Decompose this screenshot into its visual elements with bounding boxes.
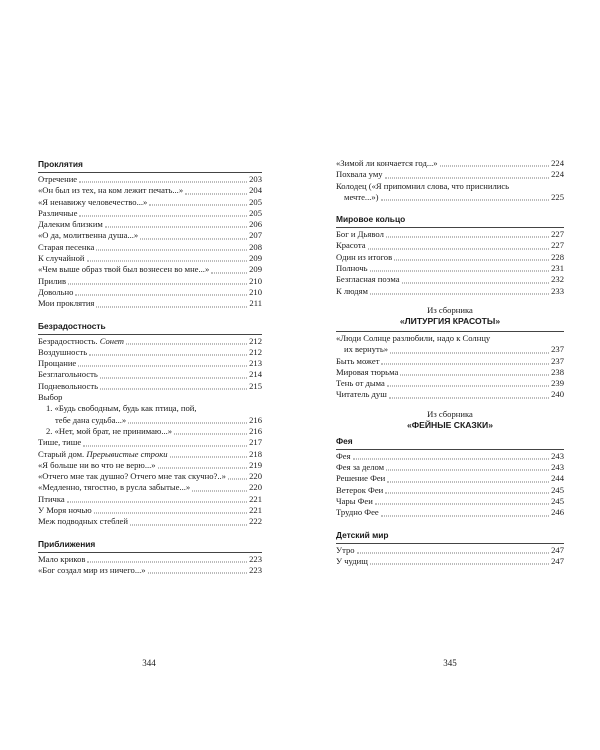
leader-dots [357, 552, 550, 553]
collection-heading-feinye [336, 409, 564, 431]
toc-entry-title: их вернуть» [344, 344, 389, 355]
toc-entry [336, 545, 564, 556]
page-number-left: 344 [142, 658, 156, 668]
toc-entry-title: Красота [336, 240, 366, 251]
leader-dots [381, 363, 549, 364]
leader-dots [381, 515, 549, 516]
toc-page-number: 216 [249, 425, 262, 436]
toc-page-number: 209 [249, 264, 262, 275]
toc-entry-title: Мои проклятия [38, 298, 95, 309]
toc-entry [336, 286, 564, 297]
toc-entry-title: Быть может [336, 355, 380, 366]
toc-entry [38, 358, 262, 369]
leader-dots [83, 445, 247, 446]
toc-entry [336, 356, 564, 367]
toc-entry [38, 264, 262, 275]
toc-entry-line: «Люди Солнце разлюбили, надо к Солнцу [336, 332, 491, 343]
toc-page-number: 212 [249, 335, 262, 346]
toc-entry [38, 482, 262, 493]
toc-page-number: 223 [249, 553, 262, 564]
toc-page-number: 205 [249, 207, 262, 218]
toc-entry [336, 192, 564, 203]
toc-entry-title: «О да, молитвенна душа...» [38, 230, 139, 241]
toc-page-number: 214 [249, 369, 262, 380]
toc-page-number: 243 [551, 450, 564, 461]
right-page [336, 158, 564, 571]
toc-page-number: 209 [249, 253, 262, 264]
collection-prefix: Из сборника [427, 408, 473, 419]
toc-page-number: 217 [249, 437, 262, 448]
toc-entry-title: Прилив [38, 275, 67, 286]
toc-page-number: 237 [551, 344, 564, 355]
toc-entry-title: Безрадостность. Сонет [38, 335, 124, 346]
leader-dots [228, 479, 247, 480]
toc-page-number: 224 [551, 158, 564, 168]
toc-entry-title: «Он был из тех, на ком лежит печать...» [38, 185, 184, 196]
toc-entry-title: «Отчего мне так душно? Отчего мне так скучно?..» [38, 471, 226, 482]
toc-entry-line: 1. «Будь свободным, будь как птица, пой, [46, 403, 197, 414]
toc-entry [38, 219, 262, 230]
toc-page-number: 206 [249, 219, 262, 230]
toc-entry-title: К людям [336, 285, 368, 296]
toc-entry-title: Решение Феи [336, 473, 386, 484]
leader-dots [87, 561, 247, 562]
toc-entry [38, 381, 262, 392]
leader-dots [185, 193, 247, 194]
toc-page-number: 215 [249, 380, 262, 391]
toc-entry-title: Фея за делом [336, 462, 385, 473]
leader-dots [140, 238, 247, 239]
toc-page-number: 244 [551, 473, 564, 484]
toc-list [336, 449, 564, 519]
leader-dots [385, 492, 549, 493]
toc-page-number: 205 [249, 196, 262, 207]
toc-page-number: 247 [551, 544, 564, 555]
toc-page-number: 216 [249, 414, 262, 425]
toc-entry-title: «Чем выше образ твой был вознесен во мне...» [38, 264, 210, 275]
section-title: Детский мир [336, 529, 389, 540]
section-bezradostnost [38, 320, 262, 528]
toc-entry [38, 494, 262, 505]
toc-entry [336, 462, 564, 473]
section-continued [336, 158, 564, 203]
leader-dots [390, 352, 549, 353]
toc-entry-title: «Бог создал мир из ничего...» [38, 564, 146, 575]
toc-page-number: 210 [249, 286, 262, 297]
toc-page-number: 212 [249, 346, 262, 357]
toc-entry-title: Различные [38, 207, 78, 218]
toc-entry-title: У Моря ночью [38, 505, 92, 516]
toc-page-number: 245 [551, 495, 564, 506]
section-title: Проклятия [38, 159, 83, 169]
leader-dots [96, 306, 247, 307]
toc-entry [336, 229, 564, 240]
toc-page-number: 232 [551, 274, 564, 285]
leader-dots [79, 182, 247, 183]
leader-dots [68, 283, 247, 284]
toc-page-number: 221 [249, 493, 262, 504]
section-mirovoe-koltso [336, 213, 564, 297]
collection-prefix: Из сборника [427, 304, 473, 315]
section-title: Мировое кольцо [336, 214, 406, 225]
toc-entry-title: Воздушность [38, 346, 88, 357]
toc-entry [336, 451, 564, 462]
leader-dots [94, 513, 247, 514]
toc-entry-title: Тише, тише [38, 437, 82, 448]
leader-dots [192, 490, 247, 491]
section-detskiy-mir [336, 529, 564, 568]
toc-entry-title: тебе дана судьба...» [55, 414, 127, 425]
toc-entry [38, 415, 262, 426]
toc-entry [38, 449, 262, 460]
toc-entry [38, 253, 262, 264]
toc-entry-title: 2. «Нет, мой брат, не принимаю...» [46, 425, 173, 436]
toc-entry-title: Безгласная поэма [336, 274, 400, 285]
toc-page-number: 225 [551, 191, 564, 202]
collection-name: «ФЕЙНЫЕ СКАЗКИ» [406, 419, 493, 430]
leader-dots [158, 468, 248, 469]
collection-heading-liturgiya [336, 305, 564, 327]
toc-entry-title: «Зимой ли кончается год...» [336, 158, 438, 168]
toc-entry [38, 426, 262, 437]
toc-list [336, 331, 564, 401]
section-priblizheniya [38, 538, 262, 577]
section-title: Безрадостность [38, 320, 106, 331]
toc-page-number: 228 [551, 251, 564, 262]
toc-entry [336, 274, 564, 285]
toc-entry [38, 208, 262, 219]
leader-dots [130, 524, 247, 525]
toc-entry-title: Мало криков [38, 553, 86, 564]
leader-dots [353, 459, 550, 460]
leader-dots [87, 261, 248, 262]
toc-list [38, 334, 262, 528]
leader-dots [370, 293, 549, 294]
toc-entry [38, 460, 262, 471]
toc-entry [336, 496, 564, 507]
leader-dots [402, 282, 550, 283]
leader-dots [67, 502, 247, 503]
toc-page-number: 243 [551, 462, 564, 473]
page-number-right: 345 [443, 658, 457, 668]
toc-entry [38, 185, 262, 196]
toc-entry [336, 367, 564, 378]
leader-dots [211, 272, 247, 273]
toc-entry-title: Читатель душ [336, 389, 387, 400]
toc-page-number: 220 [249, 471, 262, 482]
left-page [38, 158, 262, 580]
toc-entry [38, 369, 262, 380]
toc-entry [38, 471, 262, 482]
leader-dots [128, 422, 247, 423]
toc-entry-line: Колодец («Я припомнил слова, что приснились [336, 180, 510, 191]
toc-entry-title: «Медленно, тягостно, в русла забытые...» [38, 482, 191, 493]
leader-dots [400, 375, 549, 376]
leader-dots [174, 434, 247, 435]
toc-entry-title: Меж подводных стеблей [38, 516, 128, 527]
toc-entry-title: Тень от дыма [336, 378, 385, 389]
toc-entry [336, 169, 564, 180]
toc-entry [38, 505, 262, 516]
toc-entry [336, 485, 564, 496]
toc-list [38, 172, 262, 310]
leader-dots [79, 216, 247, 217]
leader-dots [149, 204, 247, 205]
toc-entry-title: Полночь [336, 263, 368, 274]
toc-page-number: 213 [249, 358, 262, 369]
toc-entry-title: Довольно [38, 286, 74, 297]
toc-entry-title: У чудищ [336, 555, 368, 566]
toc-entry-title: Мировая тюрьма [336, 366, 399, 377]
toc-entry [336, 240, 564, 251]
toc-page-number: 211 [249, 298, 262, 309]
toc-entry [38, 197, 262, 208]
section-liturgiya [336, 331, 564, 401]
toc-list [336, 227, 564, 297]
toc-page-number: 246 [551, 507, 564, 518]
toc-entry [336, 252, 564, 263]
leader-dots [170, 456, 248, 457]
leader-dots [389, 397, 549, 398]
toc-entry-title: Один из итогов [336, 251, 393, 262]
toc-list [38, 552, 262, 577]
toc-entry-title: Фея [336, 450, 351, 461]
toc-entry-title: «Я больше ни во что не верю...» [38, 459, 156, 470]
toc-entry [336, 344, 564, 355]
section-title: Приближения [38, 538, 96, 549]
toc-page-number: 224 [551, 169, 564, 180]
toc-page-number: 247 [551, 555, 564, 566]
toc-entry [38, 437, 262, 448]
leader-dots [440, 166, 550, 167]
toc-page-number: 204 [249, 185, 262, 196]
toc-page-number: 233 [551, 285, 564, 296]
toc-page-number: 219 [249, 459, 262, 470]
toc-entry [38, 336, 262, 347]
toc-entry [336, 556, 564, 567]
collection-name: «ЛИТУРГИЯ КРАСОТЫ» [399, 315, 501, 326]
toc-entry [336, 389, 564, 400]
toc-page-number: 210 [249, 275, 262, 286]
toc-entry-title: «Я ненавижу человечество...» [38, 196, 148, 207]
toc-entry [38, 565, 262, 576]
toc-entry [336, 507, 564, 518]
leader-dots [387, 386, 549, 387]
toc-entry [336, 263, 564, 274]
leader-dots [385, 177, 550, 178]
toc-entry-title: Старая песенка [38, 241, 95, 252]
leader-dots [126, 343, 247, 344]
toc-page-number: 207 [249, 230, 262, 241]
toc-page-number: 231 [551, 263, 564, 274]
leader-dots [89, 355, 247, 356]
toc-page-number: 208 [249, 241, 262, 252]
leader-dots [386, 470, 549, 471]
toc-entry [38, 516, 262, 527]
leader-dots [100, 377, 247, 378]
toc-entry [38, 347, 262, 358]
toc-entry [336, 158, 564, 169]
leader-dots [387, 481, 549, 482]
section-title: Фея [336, 435, 353, 446]
toc-page-number: 238 [551, 366, 564, 377]
section-proklyatiya [38, 158, 262, 310]
toc-entry [38, 230, 262, 241]
toc-entry [38, 554, 262, 565]
toc-page-number: 237 [551, 355, 564, 366]
toc-page-number: 239 [551, 378, 564, 389]
toc-entry [38, 174, 262, 185]
toc-entry-title: Утро [336, 544, 355, 555]
toc-entry-title: Ветерок Феи [336, 484, 384, 495]
toc-entry [336, 378, 564, 389]
toc-entry-title: Безглагольность [38, 369, 98, 380]
toc-entry-title: Отречение [38, 174, 78, 184]
toc-subheading: Выбор [38, 392, 63, 403]
leader-dots [96, 250, 247, 251]
leader-dots [100, 389, 247, 390]
toc-entry-title: Чары Феи [336, 495, 373, 506]
leader-dots [370, 271, 550, 272]
toc-entry-title: К случайной [38, 253, 85, 264]
leader-dots [105, 227, 247, 228]
toc-entry [38, 287, 262, 298]
toc-page-number: 218 [249, 448, 262, 459]
toc-entry-title: Старый дом. Прерывистые строки [38, 448, 168, 459]
toc-entry-title: Птичка [38, 493, 65, 504]
toc-entry-title: Прощание [38, 358, 77, 369]
toc-page-number: 223 [249, 564, 262, 575]
leader-dots [394, 260, 549, 261]
leader-dots [78, 366, 247, 367]
toc-page-number: 222 [249, 516, 262, 527]
leader-dots [148, 573, 248, 574]
toc-page-number: 227 [551, 229, 564, 240]
leader-dots [375, 504, 549, 505]
toc-entry-title: Далеким близким [38, 219, 103, 230]
leader-dots [386, 237, 549, 238]
section-feya [336, 435, 564, 519]
toc-page-number: 245 [551, 484, 564, 495]
toc-page-number: 203 [249, 174, 262, 184]
toc-entry-title: Похвала уму [336, 169, 383, 180]
toc-list [336, 543, 564, 568]
toc-entry-title: Бог и Дьявол [336, 229, 384, 240]
toc-page-number: 221 [249, 505, 262, 516]
leader-dots [368, 248, 550, 249]
toc-entry [336, 473, 564, 484]
toc-entry-title: Трудно Фее [336, 507, 379, 518]
toc-entry [38, 298, 262, 309]
leader-dots [75, 295, 247, 296]
toc-page-number: 227 [551, 240, 564, 251]
leader-dots [381, 200, 550, 201]
toc-entry-title: Подневольность [38, 380, 99, 391]
toc-page-number: 220 [249, 482, 262, 493]
toc-entry [38, 276, 262, 287]
leader-dots [370, 564, 549, 565]
toc-entry-title: мечте...») [344, 191, 379, 202]
toc-page-number: 240 [551, 389, 564, 400]
toc-entry [38, 242, 262, 253]
